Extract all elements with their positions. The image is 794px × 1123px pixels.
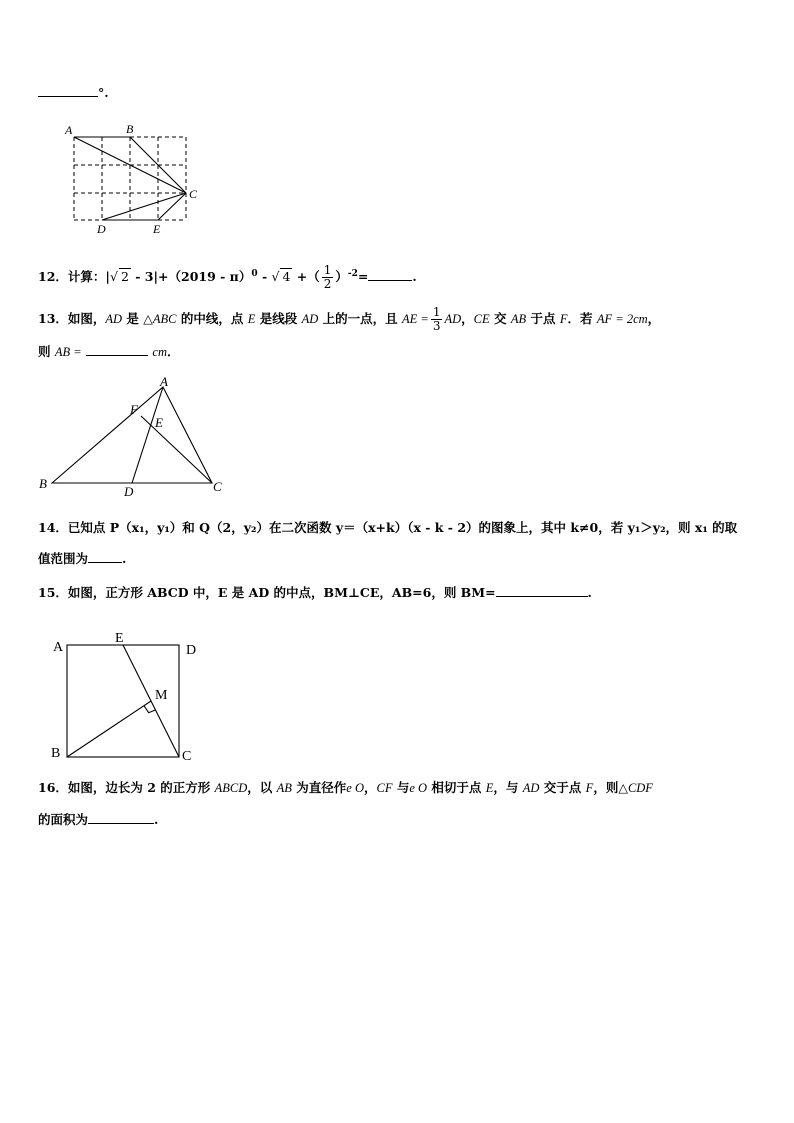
label-F: F [130,402,138,417]
question-13-line2: 则 AB = cm． [38,344,180,359]
fraction-one-third: $\frac{1}{3}$ [432,305,441,333]
label-M: M [155,688,168,703]
label-D: D [124,484,134,499]
figure-triangle [36,374,236,502]
label-B: B [126,122,134,136]
label-E: E [115,631,124,646]
question-14-line2: 值范围为 . [38,551,127,566]
label-A: A [160,374,168,389]
question-12: 12．计算：|√ 2 - 3|+（2019 - π）$^0$ - √ 4 +（ $\frac{1}{2}$ ）$^{-2}$= . [38,263,417,291]
label-C: C [182,749,192,764]
label-C: C [189,187,198,201]
answer-blank [86,343,148,356]
answer-blank [368,268,412,281]
answer-blank [38,84,98,97]
figure-grid [60,118,210,238]
label-C: C [213,479,222,494]
label-A: A [65,123,73,137]
question-15: 15．如图，正方形 ABCD 中，E 是 AD 的中点，BM⊥CE，AB=6，则 BM= . [38,585,592,600]
prev-answer-line: °. [38,84,109,101]
fraction-one-half: $\frac{1}{2}$ [323,263,332,291]
figure-square [40,626,220,766]
label-B: B [39,476,47,491]
question-13: 13．如图，AD 是 △ABC 的中线，点 E 是线段 AD 上的一点，且 AE = $\frac{1}{3}$ AD，CE 交 AB 于点 F．若 AF = 2cm， [38,305,661,333]
label-E: E [155,415,163,430]
label-D: D [97,222,106,236]
label-D: D [186,643,197,658]
answer-blank [88,811,154,824]
question-16-line2: 的面积为 . [38,812,159,827]
question-16: 16．如图，边长为 2 的正方形 ABCD，以 AB 为直径作e O，CF 与e O 相切于点 E，与 AD 交于点 F，则△CDF [38,780,653,795]
label-B: B [51,746,61,761]
question-14: 14．已知点 P（x₁，y₁）和 Q（2，y₂）在二次函数 y＝（x+k）（x - k - 2）的图象上，其中 k≠0，若 y₁＞y₂，则 x₁ 的取 [38,520,738,535]
answer-blank [496,584,588,597]
answer-blank [88,550,122,563]
label-E: E [153,222,161,236]
label-A: A [53,640,64,655]
